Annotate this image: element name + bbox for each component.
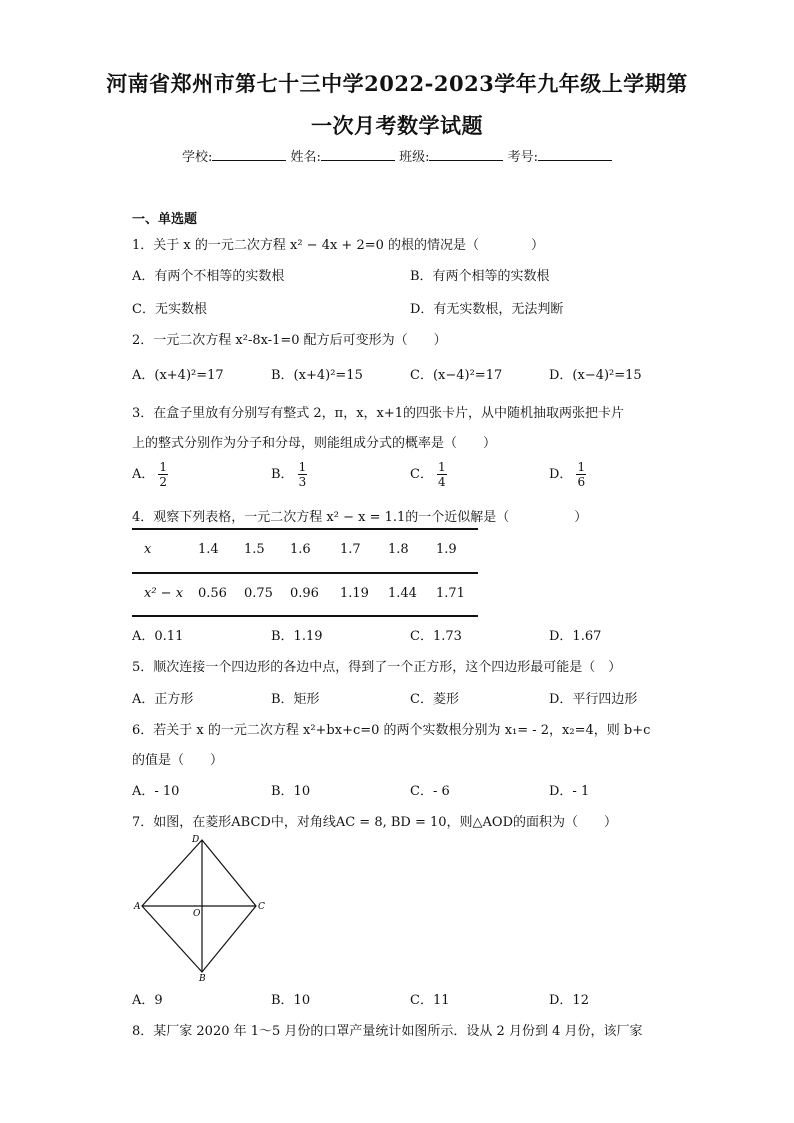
q3-option-c[interactable] [410, 460, 447, 489]
q3-a-label: A． [132, 467, 155, 482]
title-line-1: 河南省郑州市第七十三中学2022-2023学年九年级上学期第 [106, 71, 688, 96]
school-field[interactable] [212, 147, 286, 161]
q6-option-b[interactable]: B．10 [271, 784, 311, 799]
q3-c-fraction [437, 460, 447, 489]
q1-option-d[interactable]: D．有无实数根，无法判断 [410, 302, 564, 317]
table-cell: 1.44 [388, 586, 417, 601]
q3-b-label: B． [271, 467, 294, 482]
table-cell: 1.5 [244, 542, 265, 557]
q1-option-b[interactable]: B．有两个相等的实数根 [410, 269, 550, 284]
q6-stem-2: 的值是（ ） [132, 753, 224, 768]
q6-option-c[interactable]: C．- 6 [410, 784, 450, 799]
q3-stem-1: 3．在盒子里放有分别写有整式 2，π，x，x+1的四张卡片，从中随机抽取两张把卡片 [132, 406, 625, 421]
q3-a-num: 1 [159, 460, 168, 474]
table-cell: 1.9 [436, 542, 457, 557]
name-label: 姓名: [290, 150, 321, 165]
q5-option-c[interactable]: C．菱形 [410, 692, 459, 707]
q3-c-label: C． [410, 467, 433, 482]
label-o: O [193, 909, 201, 919]
q6-stem-1: 6．若关于 x 的一元二次方程 x²+bx+c=0 的两个实数根分别为 x₁= - 2，x₂=4，则 b+c [132, 723, 651, 738]
q2-stem: 2．一元二次方程 x²-8x-1=0 配方后可变形为（ ） [132, 333, 447, 348]
q4-option-a[interactable]: A．0.11 [132, 629, 184, 644]
q3-c-num: 1 [437, 460, 446, 474]
q6-option-d[interactable]: D．- 1 [549, 784, 590, 799]
q5-option-a[interactable]: A．正方形 [132, 692, 194, 707]
q3-d-fraction [576, 460, 586, 489]
table-row1-head: x [144, 542, 152, 557]
q4-option-c[interactable]: C．1.73 [410, 629, 462, 644]
q3-c-den: 4 [437, 475, 446, 489]
q4-option-b[interactable]: B．1.19 [271, 629, 323, 644]
q5-stem: 5．顺次连接一个四边形的各边中点，得到了一个正方形，这个四边形最可能是（ ） [132, 660, 622, 675]
label-a: A [134, 902, 141, 912]
table-top-rule [132, 528, 478, 530]
class-field[interactable] [429, 147, 503, 161]
number-field[interactable] [538, 147, 612, 161]
q5-option-b[interactable]: B．矩形 [271, 692, 320, 707]
q2-option-a[interactable]: A．(x+4)²=17 [132, 368, 224, 383]
q4-option-d[interactable]: D．1.67 [549, 629, 602, 644]
table-cell: 0.56 [198, 586, 227, 601]
q7-stem: 7．如图，在菱形ABCD中，对角线AC = 8, BD = 10，则△AOD的面积为（ ） [132, 815, 617, 830]
q7-option-d[interactable]: D．12 [549, 993, 589, 1008]
q3-b-num: 1 [298, 460, 307, 474]
table-row2-head: x² − x [144, 586, 184, 601]
q3-a-den: 2 [159, 475, 168, 489]
q4-stem: 4．观察下列表格，一元二次方程 x² − x = 1.1的一个近似解是（ ） [132, 510, 588, 525]
q3-option-d[interactable] [549, 460, 586, 489]
table-bottom-rule [132, 615, 478, 617]
q3-d-den: 6 [577, 475, 586, 489]
class-label: 班级: [399, 150, 430, 165]
q1-option-c[interactable]: C．无实数根 [132, 302, 207, 317]
q8-stem: 8．某厂家 2020 年 1～5 月份的口罩产量统计如图所示．设从 2 月份到 4 月份，该厂家 [132, 1024, 643, 1039]
label-d: D [192, 835, 200, 845]
table-cell: 1.8 [388, 542, 409, 557]
school-label: 学校: [182, 150, 213, 165]
table-mid-rule [132, 572, 478, 574]
q3-d-num: 1 [577, 460, 586, 474]
table-cell: 1.4 [198, 542, 219, 557]
q7-option-a[interactable]: A．9 [132, 993, 163, 1008]
table-cell: 0.96 [290, 586, 319, 601]
table-cell: 1.7 [340, 542, 361, 557]
q3-option-a[interactable] [132, 460, 168, 489]
q3-b-fraction [298, 460, 308, 489]
label-c: C [258, 902, 265, 912]
section-heading: 一、单选题 [132, 212, 198, 227]
number-label: 考号: [507, 150, 538, 165]
q3-stem-2: 上的整式分别作为分子和分母，则能组成分式的概率是（ ） [132, 436, 497, 451]
rhombus-figure [130, 832, 270, 982]
q6-option-a[interactable]: A．- 10 [132, 784, 180, 799]
q2-option-d[interactable]: D．(x−4)²=15 [549, 368, 642, 383]
student-info [0, 146, 794, 165]
q7-option-b[interactable]: B．10 [271, 993, 311, 1008]
q2-option-b[interactable]: B．(x+4)²=15 [271, 368, 363, 383]
title-line-2: 一次月考数学试题 [311, 113, 483, 138]
q3-b-den: 3 [298, 475, 307, 489]
q1-stem: 1．关于 x 的一元二次方程 x² − 4x + 2=0 的根的情况是（ ） [132, 238, 545, 253]
name-field[interactable] [321, 147, 395, 161]
table-cell: 1.19 [340, 586, 369, 601]
q1-option-a[interactable]: A．有两个不相等的实数根 [132, 269, 285, 284]
q5-option-d[interactable]: D．平行四边形 [549, 692, 638, 707]
q7-option-c[interactable]: C．11 [410, 993, 450, 1008]
q2-option-c[interactable]: C．(x−4)²=17 [410, 368, 503, 383]
label-b: B [199, 974, 206, 982]
q3-option-b[interactable] [271, 460, 307, 489]
q3-a-fraction [158, 460, 168, 489]
table-cell: 1.71 [436, 586, 465, 601]
q3-d-label: D． [549, 467, 573, 482]
table-cell: 0.75 [244, 586, 273, 601]
table-cell: 1.6 [290, 542, 311, 557]
